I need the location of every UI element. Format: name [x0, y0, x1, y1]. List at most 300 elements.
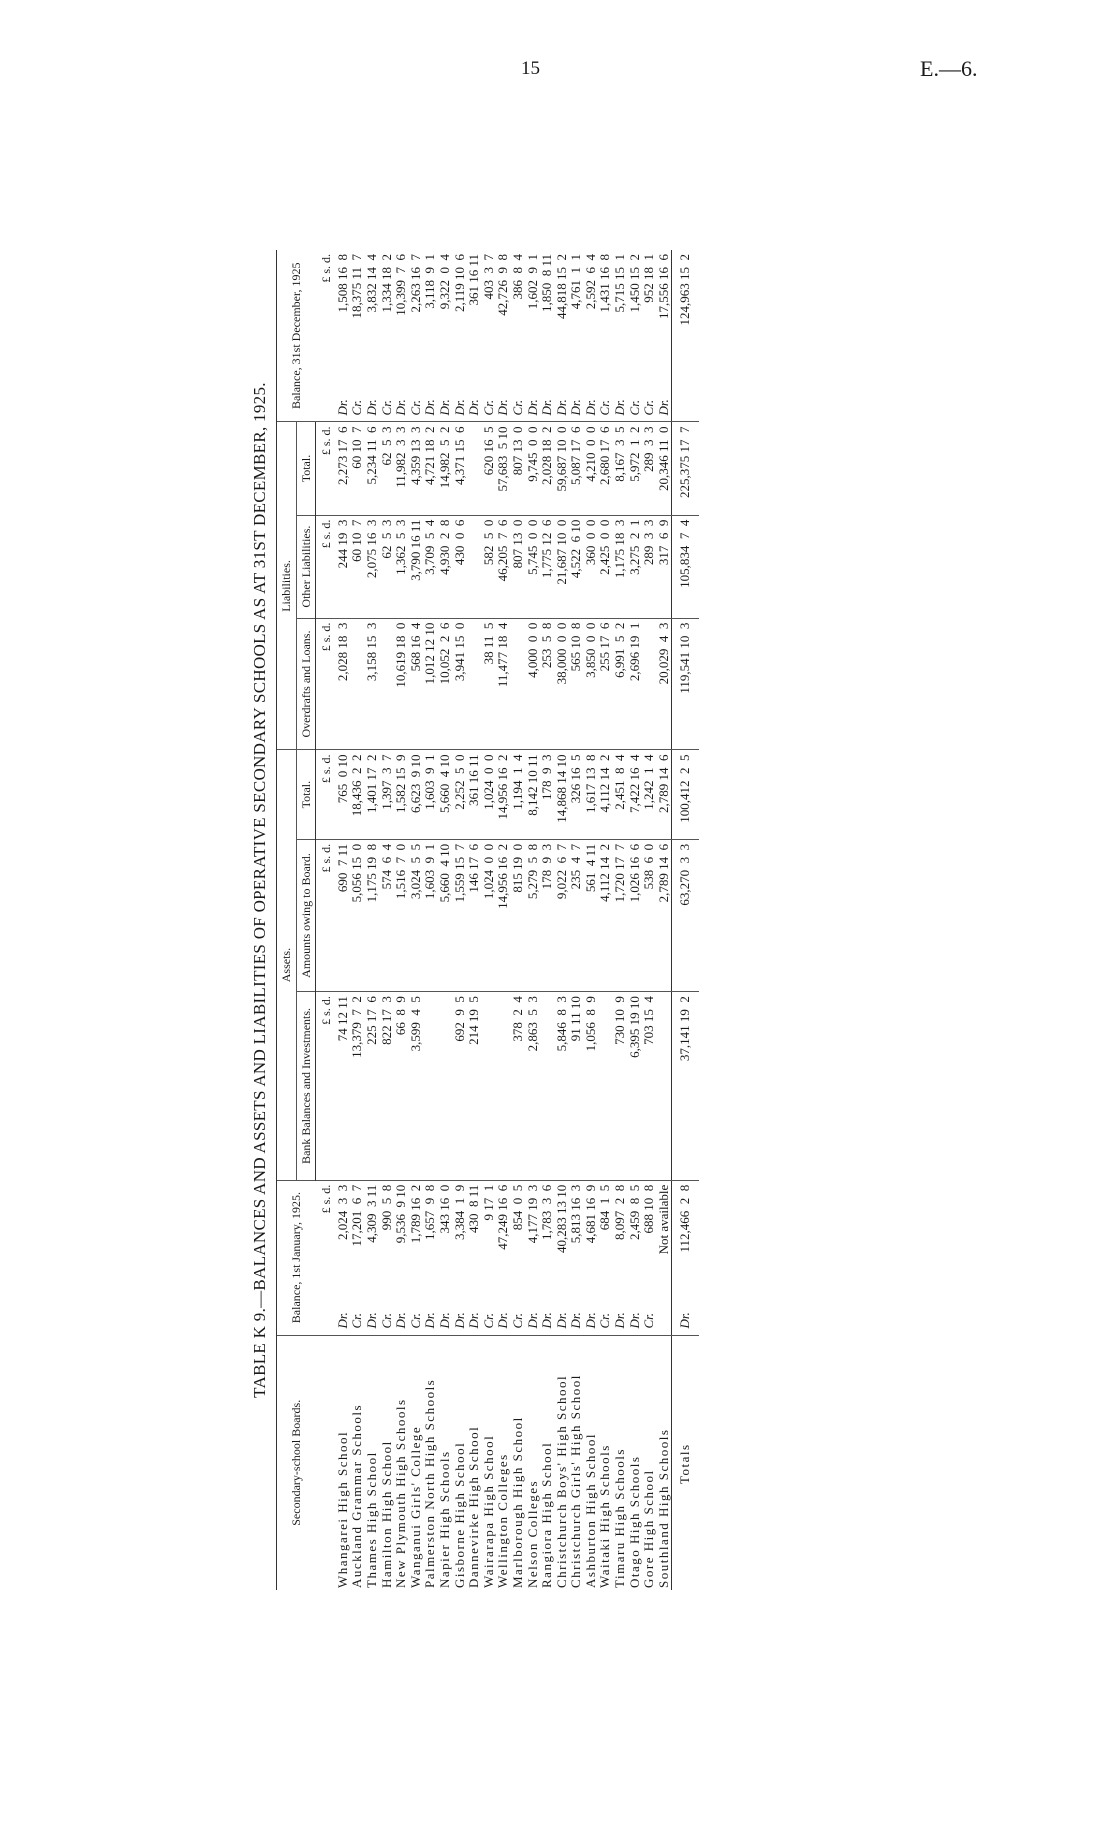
- balance-dec-cell: 3,832 14 4: [363, 254, 379, 313]
- owing-cell: 5,279 5 8: [526, 839, 541, 991]
- other-liabilities-cell: 807 13 0: [511, 515, 526, 618]
- board-name-cell: Gore High School: [641, 1469, 657, 1588]
- balances-table: [276, 250, 699, 1590]
- balance-dec-prefix: Dr.: [584, 389, 599, 422]
- balance-dec-cell: 403 3 7: [480, 254, 496, 300]
- balance-dec-prefix: Dr.: [438, 389, 453, 422]
- bank-cell: 3,599 4 5: [409, 992, 424, 1181]
- assets-total-cell: 326 16 5: [569, 750, 584, 839]
- balance-jan-prefix: Dr.: [438, 1303, 453, 1336]
- assets-total-cell: 1,603 9 1: [423, 750, 438, 839]
- other-liabilities-cell: 244 19 3: [336, 515, 351, 618]
- owing-cell: 178 9 3: [540, 839, 555, 991]
- bank-cell: 225 17 6: [365, 992, 380, 1181]
- other-liabilities-cell: 3,709 5 4: [423, 515, 438, 618]
- balance-dec-prefix: Cr.: [482, 389, 497, 422]
- balance-dec-cell: 17,556 16 6: [655, 254, 671, 319]
- bank-cell: 692 9 5: [453, 992, 468, 1181]
- bank-cell: [598, 992, 613, 1181]
- unit-label: £ s. d.: [316, 422, 336, 515]
- unit-label: £ s. d.: [316, 992, 336, 1181]
- col-balance-dec-header: Balance, 31st December, 1925: [277, 250, 316, 422]
- assets-total-cell: 7,422 16 4: [628, 750, 643, 839]
- table-row: [467, 250, 482, 1590]
- balance-dec-prefix: Dr.: [467, 389, 482, 422]
- balance-dec-cell: 2,592 6 4: [582, 254, 598, 310]
- balance-dec-prefix: Dr.: [394, 389, 409, 422]
- assets-total-cell: 14,956 16 2: [496, 750, 511, 839]
- other-liabilities-cell: 60 10 7: [350, 515, 365, 618]
- other-liabilities-cell: [467, 515, 482, 618]
- balance-jan-prefix: Dr.: [394, 1303, 409, 1336]
- unit-label: £ s. d.: [316, 515, 336, 618]
- assets-total-cell: 4,112 14 2: [598, 750, 613, 839]
- table-body: [316, 250, 699, 1590]
- balance-jan-prefix: Dr.: [496, 1303, 511, 1336]
- balance-dec-cell: 4,761 1 1: [568, 254, 584, 310]
- unit-label: £ s. d.: [316, 750, 336, 839]
- balance-dec-cell: 42,726 9 8: [495, 254, 511, 316]
- balance-jan-cell: 4,309 3 11: [363, 1184, 379, 1243]
- assets-total-cell: 6,623 9 10: [409, 750, 424, 839]
- assets-total-cell: 1,024 0 0: [482, 750, 497, 839]
- bank-cell: 91 11 10: [569, 992, 584, 1181]
- liabilities-total-cell: 20,346 11 0: [657, 422, 672, 515]
- liabilities-total-cell: 807 13 0: [511, 422, 526, 515]
- board-name-cell: Gisborne High School: [451, 1441, 467, 1588]
- other-liabilities-cell: 105,834 7 4: [672, 515, 699, 618]
- table-row: [453, 250, 468, 1590]
- bank-cell: 214 19 5: [467, 992, 482, 1181]
- bank-cell: [496, 992, 511, 1181]
- table-row: [423, 250, 438, 1590]
- bank-cell: 6,395 19 10: [628, 992, 643, 1181]
- table-row: [350, 250, 365, 1590]
- table-row: [394, 250, 409, 1590]
- balance-dec-prefix: Dr.: [526, 389, 541, 422]
- balance-dec-prefix: Dr.: [336, 389, 351, 422]
- rotated-table-sheet: [250, 120, 840, 1660]
- board-name-cell: Auckland Grammar Schools: [349, 1403, 365, 1588]
- balance-dec-prefix: Dr.: [555, 389, 570, 422]
- liabilities-total-cell: 14,982 5 2: [438, 422, 453, 515]
- balance-jan-cell: 2,024 3 3: [334, 1184, 350, 1240]
- other-liabilities-cell: 46,205 7 6: [496, 515, 511, 618]
- board-name-cell: Napier High Schools: [436, 1450, 452, 1588]
- owing-cell: 1,559 15 7: [453, 839, 468, 991]
- owing-cell: 561 4 11: [584, 839, 599, 991]
- totals-row: [672, 250, 699, 1590]
- balance-jan-cell: 343 16 0: [436, 1184, 452, 1234]
- balance-jan-cell: 17,201 6 7: [349, 1184, 365, 1247]
- other-liabilities-cell: 1,775 12 6: [540, 515, 555, 618]
- board-name-cell: Rangiora High School: [539, 1441, 555, 1588]
- bank-cell: [438, 992, 453, 1181]
- owing-cell: 1,024 0 0: [482, 839, 497, 991]
- balance-dec-cell: 5,715 15 1: [612, 254, 628, 313]
- table-row: [526, 250, 541, 1590]
- balance-dec-cell: 1,602 9 1: [524, 254, 540, 310]
- balance-dec-prefix: Cr.: [598, 389, 613, 422]
- bank-cell: 13,379 7 2: [350, 992, 365, 1181]
- table-row: [365, 250, 380, 1590]
- balance-dec-prefix: Cr.: [380, 389, 395, 422]
- balance-jan-cell: 47,249 16 6: [495, 1184, 511, 1250]
- liabilities-total-cell: 8,167 3 5: [613, 422, 628, 515]
- other-liabilities-cell: 1,175 18 3: [613, 515, 628, 618]
- balance-jan-prefix: Cr.: [511, 1303, 526, 1336]
- balance-jan-cell: 40,283 13 10: [553, 1184, 569, 1253]
- liabilities-total-cell: 5,234 11 6: [365, 422, 380, 515]
- assets-total-cell: 1,582 15 9: [394, 750, 409, 839]
- balance-dec-prefix: Cr.: [409, 389, 424, 422]
- board-name-cell: New Plymouth High Schools: [393, 1398, 409, 1588]
- balance-jan-prefix: Dr.: [423, 1303, 438, 1336]
- unit-label: £ s. d.: [316, 839, 336, 991]
- balance-jan-prefix: Cr.: [380, 1303, 395, 1336]
- owing-cell: 235 4 7: [569, 839, 584, 991]
- balance-dec-cell: 386 8 4: [509, 254, 525, 300]
- balance-dec-prefix: Dr.: [569, 389, 584, 422]
- balance-dec-prefix: Cr.: [511, 389, 526, 422]
- board-name-cell: Otago High Schools: [626, 1455, 642, 1588]
- other-liabilities-cell: 4,522 6 10: [569, 515, 584, 618]
- board-name-cell: Thames High School: [363, 1451, 379, 1588]
- balance-dec-cell: 1,431 16 8: [597, 254, 613, 313]
- balance-dec-cell: 1,508 16 8: [334, 254, 350, 313]
- totals-label: Totals: [672, 1335, 699, 1590]
- table-row: [598, 250, 613, 1590]
- owing-cell: 1,175 19 8: [365, 839, 380, 991]
- liabilities-total-cell: 59,687 10 0: [555, 422, 570, 515]
- owing-cell: 63,270 3 3: [672, 839, 699, 991]
- overdrafts-cell: 568 16 4: [409, 618, 424, 750]
- unit-label: £ s. d.: [316, 250, 336, 422]
- balance-jan-prefix: Dr.: [467, 1303, 482, 1336]
- balance-dec-cell: 9,322 0 4: [436, 254, 452, 310]
- owing-cell: 3,024 5 5: [409, 839, 424, 991]
- assets-total-cell: 765 0 10: [336, 750, 351, 839]
- liabilities-total-cell: 5,087 17 6: [569, 422, 584, 515]
- board-name-cell: Dannevirke High School: [466, 1425, 482, 1588]
- balance-dec-cell: 2,119 10 6: [451, 254, 467, 313]
- balance-dec-cell: 361 16 11: [466, 254, 482, 306]
- balance-jan-prefix: Dr.: [584, 1303, 599, 1336]
- board-name-cell: Nelson Colleges: [524, 1479, 540, 1588]
- balance-dec-prefix: Dr.: [365, 389, 380, 422]
- assets-total-cell: 178 9 3: [540, 750, 555, 839]
- balance-jan-prefix: Dr.: [555, 1303, 570, 1336]
- bank-cell: 5,846 8 3: [555, 992, 570, 1181]
- owing-cell: 574 6 4: [380, 839, 395, 991]
- balance-jan-cell: 990 5 8: [378, 1184, 394, 1231]
- table-row: [657, 250, 672, 1590]
- overdrafts-cell: [467, 618, 482, 750]
- balance-dec-prefix: Dr.: [423, 389, 438, 422]
- bank-cell: 378 2 4: [511, 992, 526, 1181]
- board-name-cell: Timaru High Schools: [612, 1448, 628, 1588]
- balance-jan-cell: 5,813 16 3: [568, 1184, 584, 1244]
- other-liabilities-cell: 317 6 9: [657, 515, 672, 618]
- balance-jan-cell: 8,097 2 8: [612, 1184, 628, 1240]
- bank-cell: [540, 992, 555, 1181]
- owing-cell: 5,660 4 10: [438, 839, 453, 991]
- bank-cell: [423, 992, 438, 1181]
- balance-dec-prefix: Dr.: [496, 389, 511, 422]
- bank-cell: 37,141 19 2: [672, 992, 699, 1181]
- owing-cell: 815 19 0: [511, 839, 526, 991]
- board-name-cell: Wellington Colleges: [495, 1453, 511, 1588]
- owing-cell: 690 7 11: [336, 839, 351, 991]
- bank-cell: 66 8 9: [394, 992, 409, 1181]
- unit-label: £ s. d.: [316, 618, 336, 750]
- liabilities-total-cell: 57,683 5 10: [496, 422, 511, 515]
- table-row: [613, 250, 628, 1590]
- overdrafts-cell: 20,029 4 3: [657, 618, 672, 750]
- overdrafts-cell: 3,850 0 0: [584, 618, 599, 750]
- overdrafts-cell: 565 10 8: [569, 618, 584, 750]
- other-liabilities-cell: 21,687 10 0: [555, 515, 570, 618]
- col-board-header: Secondary-school Boards.: [277, 1335, 316, 1590]
- liabilities-total-cell: 2,680 17 6: [598, 422, 613, 515]
- table-title: TABLE K 9.—BALANCES AND ASSETS AND LIABILITIES OF OPERATIVE SECONDARY SCHOOLS AS AT 31ST DECEMBER, 1925.: [250, 382, 269, 1398]
- balance-jan-cell: Not available: [655, 1184, 671, 1255]
- balance-jan-prefix: Dr.: [672, 1303, 699, 1336]
- board-name-cell: Wairarapa High School: [480, 1434, 496, 1588]
- liabilities-total-cell: 4,721 18 2: [423, 422, 438, 515]
- liabilities-total-cell: 11,982 3 3: [394, 422, 409, 515]
- liabilities-total-cell: 4,371 15 6: [453, 422, 468, 515]
- assets-total-cell: 361 16 11: [467, 750, 482, 839]
- board-name-cell: Southland High Schools: [655, 1428, 671, 1588]
- owing-cell: 1,026 16 6: [628, 839, 643, 991]
- balance-jan-cell: 9 17 1: [480, 1184, 496, 1221]
- board-name-cell: Hamilton High School: [378, 1440, 394, 1588]
- board-name-cell: Wanganui Girls' College: [407, 1425, 423, 1588]
- liabilities-total-cell: 62 5 3: [380, 422, 395, 515]
- assets-total-cell: 1,242 1 4: [642, 750, 657, 839]
- balance-jan-cell: 2,459 8 5: [626, 1184, 642, 1240]
- table-row: [336, 250, 351, 1590]
- balance-jan-prefix: Dr.: [613, 1303, 628, 1336]
- overdrafts-cell: 4,000 0 0: [526, 618, 541, 750]
- balance-jan-prefix: Cr.: [642, 1303, 657, 1336]
- balance-jan-cell: 112,466 2 8: [672, 1180, 699, 1302]
- assets-total-cell: 100,412 2 5: [672, 750, 699, 839]
- table-row: [409, 250, 424, 1590]
- liabilities-total-cell: 60 10 7: [350, 422, 365, 515]
- other-liabilities-cell: 4,930 2 8: [438, 515, 453, 618]
- bank-cell: [657, 992, 672, 1181]
- unit-label: £ s. d.: [316, 1180, 336, 1335]
- assets-group-header: Assets.: [277, 750, 297, 1180]
- liabilities-total-cell: 2,028 18 2: [540, 422, 555, 515]
- bank-cell: 1,056 8 9: [584, 992, 599, 1181]
- liabilities-total-cell: 5,972 1 2: [628, 422, 643, 515]
- other-liabilities-cell: 2,425 0 0: [598, 515, 613, 618]
- other-liabilities-cell: 360 0 0: [584, 515, 599, 618]
- balance-dec-prefix: Dr.: [657, 389, 672, 422]
- balance-jan-cell: 9,536 9 10: [393, 1184, 409, 1244]
- overdrafts-cell: [511, 618, 526, 750]
- owing-cell: 1,603 9 1: [423, 839, 438, 991]
- other-liabilities-cell: 5,745 0 0: [526, 515, 541, 618]
- overdrafts-cell: 1,012 12 10: [423, 618, 438, 750]
- col-bank-header: Bank Balances and Investments.: [296, 992, 316, 1181]
- table-row: [482, 250, 497, 1590]
- overdrafts-cell: 255 17 6: [598, 618, 613, 750]
- table-row: [628, 250, 643, 1590]
- bank-cell: 730 10 9: [613, 992, 628, 1181]
- overdrafts-cell: 253 5 8: [540, 618, 555, 750]
- balance-dec-prefix: Cr.: [628, 389, 643, 422]
- balance-dec-cell: 2,263 16 7: [407, 254, 423, 313]
- table-row: [584, 250, 599, 1590]
- col-balance-jan-header: Balance, 1st January, 1925.: [277, 1180, 316, 1335]
- balance-dec-cell: 1,334 18 2: [378, 254, 394, 313]
- balance-dec-prefix: [672, 389, 699, 422]
- assets-total-cell: 8,142 10 11: [526, 750, 541, 839]
- table-row: [496, 250, 511, 1590]
- overdrafts-cell: [350, 618, 365, 750]
- assets-total-cell: 18,436 2 2: [350, 750, 365, 839]
- balance-jan-prefix: Dr.: [628, 1303, 643, 1336]
- balance-jan-prefix: Cr.: [350, 1303, 365, 1336]
- other-liabilities-cell: 430 0 6: [453, 515, 468, 618]
- balance-dec-cell: 44,818 15 2: [553, 254, 569, 319]
- owing-cell: 14,956 16 2: [496, 839, 511, 991]
- bank-cell: 703 15 4: [642, 992, 657, 1181]
- assets-total-cell: 1,397 3 7: [380, 750, 395, 839]
- assets-total-cell: 2,789 14 6: [657, 750, 672, 839]
- balance-jan-prefix: Cr.: [409, 1303, 424, 1336]
- balance-jan-cell: 430 8 11: [466, 1184, 482, 1234]
- overdrafts-cell: 2,028 18 3: [336, 618, 351, 750]
- bank-cell: 74 12 11: [336, 992, 351, 1181]
- assets-total-cell: 1,617 13 8: [584, 750, 599, 839]
- balance-jan-cell: 3,384 1 9: [451, 1184, 467, 1240]
- liabilities-total-cell: 2,273 17 6: [336, 422, 351, 515]
- balance-jan-prefix: Dr.: [453, 1303, 468, 1336]
- overdrafts-cell: 119,541 10 3: [672, 618, 699, 750]
- liabilities-total-cell: 4,359 13 3: [409, 422, 424, 515]
- board-name-cell: Waitaki High Schools: [597, 1444, 613, 1588]
- board-name-cell: Palmerston North High Schools: [422, 1378, 438, 1588]
- other-liabilities-cell: 3,790 16 11: [409, 515, 424, 618]
- balance-jan-cell: 854 0 5: [509, 1184, 525, 1231]
- table-row: [438, 250, 453, 1590]
- owing-cell: 538 6 0: [642, 839, 657, 991]
- liabilities-total-cell: 289 3 3: [642, 422, 657, 515]
- assets-total-cell: 5,660 4 10: [438, 750, 453, 839]
- owing-cell: 1,516 7 0: [394, 839, 409, 991]
- balance-jan-prefix: Dr.: [540, 1303, 555, 1336]
- overdrafts-cell: 11,477 18 4: [496, 618, 511, 750]
- overdrafts-cell: 38 11 5: [482, 618, 497, 750]
- board-name-cell: Christchurch Girls' High School: [568, 1374, 584, 1588]
- overdrafts-cell: 10,619 18 0: [394, 618, 409, 750]
- overdrafts-cell: 10,052 2 6: [438, 618, 453, 750]
- assets-total-cell: 1,194 1 4: [511, 750, 526, 839]
- overdrafts-cell: 38,000 0 0: [555, 618, 570, 750]
- overdrafts-cell: 3,158 15 3: [365, 618, 380, 750]
- owing-cell: 1,720 17 7: [613, 839, 628, 991]
- balance-jan-cell: 1,657 9 8: [422, 1184, 438, 1240]
- balance-jan-cell: 4,681 16 9: [582, 1184, 598, 1244]
- balance-dec-prefix: Dr.: [540, 389, 555, 422]
- balance-dec-prefix: Cr.: [642, 389, 657, 422]
- owing-cell: 5,056 15 0: [350, 839, 365, 991]
- other-liabilities-cell: 289 3 3: [642, 515, 657, 618]
- col-other-liabilities-header: Other Liabilities.: [296, 515, 316, 618]
- liabilities-total-cell: 620 16 5: [482, 422, 497, 515]
- table-row: [511, 250, 526, 1590]
- board-name-cell: Marlborough High School: [509, 1416, 525, 1588]
- table-row: [569, 250, 584, 1590]
- overdrafts-cell: 6,991 5 2: [613, 618, 628, 750]
- assets-total-cell: 14,868 14 10: [555, 750, 570, 839]
- board-name-cell: Whangarei High School: [334, 1430, 350, 1588]
- other-liabilities-cell: 1,362 5 3: [394, 515, 409, 618]
- balance-jan-cell: 1,789 16 2: [407, 1184, 423, 1244]
- balance-dec-cell: 1,450 15 2: [626, 254, 642, 313]
- other-liabilities-cell: 2,075 16 3: [365, 515, 380, 618]
- owing-cell: 9,022 6 7: [555, 839, 570, 991]
- other-liabilities-cell: 3,275 2 1: [628, 515, 643, 618]
- overdrafts-cell: 2,696 19 1: [628, 618, 643, 750]
- overdrafts-cell: 3,941 15 0: [453, 618, 468, 750]
- units-row: [316, 250, 336, 1590]
- board-name-cell: Ashburton High School: [582, 1433, 598, 1588]
- other-liabilities-cell: 582 5 0: [482, 515, 497, 618]
- balance-jan-cell: 4,177 19 3: [524, 1184, 540, 1244]
- liabilities-total-cell: 225,375 17 7: [672, 422, 699, 515]
- owing-cell: 4,112 14 2: [598, 839, 613, 991]
- liabilities-group-header: Liabilities.: [277, 422, 297, 750]
- balance-dec-prefix: Cr.: [350, 389, 365, 422]
- page-number: 15: [521, 58, 540, 79]
- balance-dec-prefix: Dr.: [453, 389, 468, 422]
- balance-dec-cell: 10,399 7 6: [393, 254, 409, 316]
- col-assets-total-header: Total.: [296, 750, 316, 839]
- liabilities-total-cell: [467, 422, 482, 515]
- owing-cell: 2,789 14 6: [657, 839, 672, 991]
- balance-jan-prefix: Dr.: [526, 1303, 541, 1336]
- liabilities-total-cell: 9,745 0 0: [526, 422, 541, 515]
- overdrafts-cell: [380, 618, 395, 750]
- balance-jan-prefix: Cr.: [482, 1303, 497, 1336]
- balance-dec-cell: 1,850 8 11: [539, 254, 555, 313]
- balance-dec-prefix: Dr.: [613, 389, 628, 422]
- balance-dec-cell: 952 18 1: [641, 254, 657, 303]
- board-name-cell: Christchurch Boys' High School: [553, 1374, 569, 1588]
- col-overdrafts-header: Overdrafts and Loans.: [296, 618, 316, 750]
- bank-cell: 2,863 5 3: [526, 992, 541, 1181]
- balance-jan-prefix: Dr.: [365, 1303, 380, 1336]
- liabilities-total-cell: 4,210 0 0: [584, 422, 599, 515]
- bank-cell: 822 17 3: [380, 992, 395, 1181]
- balance-jan-cell: 688 10 8: [641, 1184, 657, 1234]
- balance-jan-prefix: [657, 1303, 672, 1336]
- balance-jan-prefix: Cr.: [598, 1303, 613, 1336]
- balance-jan-cell: 684 1 5: [597, 1184, 613, 1231]
- col-owing-header: Amounts owing to Board.: [296, 839, 316, 991]
- owing-cell: 146 17 6: [467, 839, 482, 991]
- balance-dec-cell: 124,963 15 2: [672, 250, 699, 389]
- col-liabilities-total-header: Total.: [296, 422, 316, 515]
- document-reference: E.—6.: [920, 56, 978, 81]
- table-row: [380, 250, 395, 1590]
